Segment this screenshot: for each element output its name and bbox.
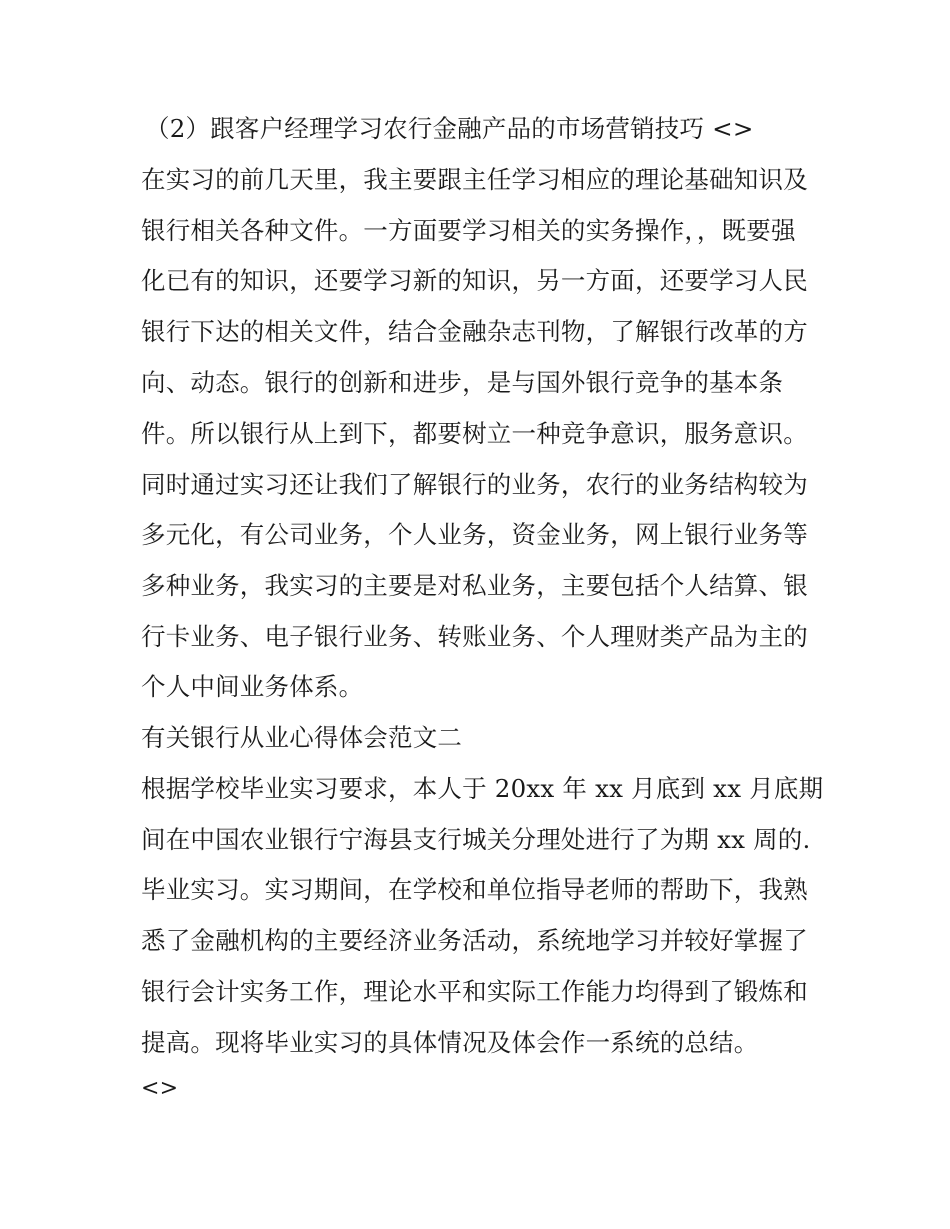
body-text-line: 银行下达的相关文件，结合金融杂志刊物，了解银行改革的方 [141,317,808,346]
section-heading: （2）跟客户经理学习农行金融产品的市场营销技巧 <> [145,114,754,143]
body-text-line: 毕业实习。实习期间，在学校和单位指导老师的帮助下，我熟 [141,875,808,904]
body-text-line: 同时通过实习还让我们了解银行的业务，农行的业务结构较为 [141,470,808,499]
body-text-line: 件。所以银行从上到下，都要树立一种竞争意识，服务意识。 [141,419,808,448]
body-text-line: 间在中国农业银行宁海县支行城关分理处进行了为期 xx 周的. [141,825,811,854]
body-text-line: 在实习的前几天里，我主要跟主任学习相应的理论基础知识及 [141,165,808,194]
body-text-line: 行卡业务、电子银行业务、转账业务、个人理财类产品为主的 [141,622,808,651]
body-text-line: 个人中间业务体系。 [141,672,364,701]
body-text-line: 银行相关各种文件。一方面要学习相关的实务操作，，既要强 [141,216,796,245]
article-subtitle: 有关银行从业心得体会范文二 [141,723,463,752]
body-text-line: 向、动态。银行的创新和进步，是与国外银行竞争的基本条 [141,368,784,397]
body-text-line: 提高。现将毕业实习的具体情况及体会作一系统的总结。 [141,1028,759,1057]
body-text-line: 银行会计实务工作，理论水平和实际工作能力均得到了锻炼和 [141,977,808,1006]
placeholder-marker: <> [141,1076,179,1101]
body-text-line: 多元化，有公司业务，个人业务，资金业务，网上银行业务等 [141,520,808,549]
body-text-line: 多种业务，我实习的主要是对私业务，主要包括个人结算、银 [141,571,808,600]
body-text-line: 根据学校毕业实习要求，本人于 20xx 年 xx 月底到 xx 月底期 [141,774,824,803]
body-text-line: 悉了金融机构的主要经济业务活动，系统地学习并较好掌握了 [141,926,808,955]
body-text-line: 化已有的知识，还要学习新的知识，另一方面，还要学习人民 [141,266,808,295]
